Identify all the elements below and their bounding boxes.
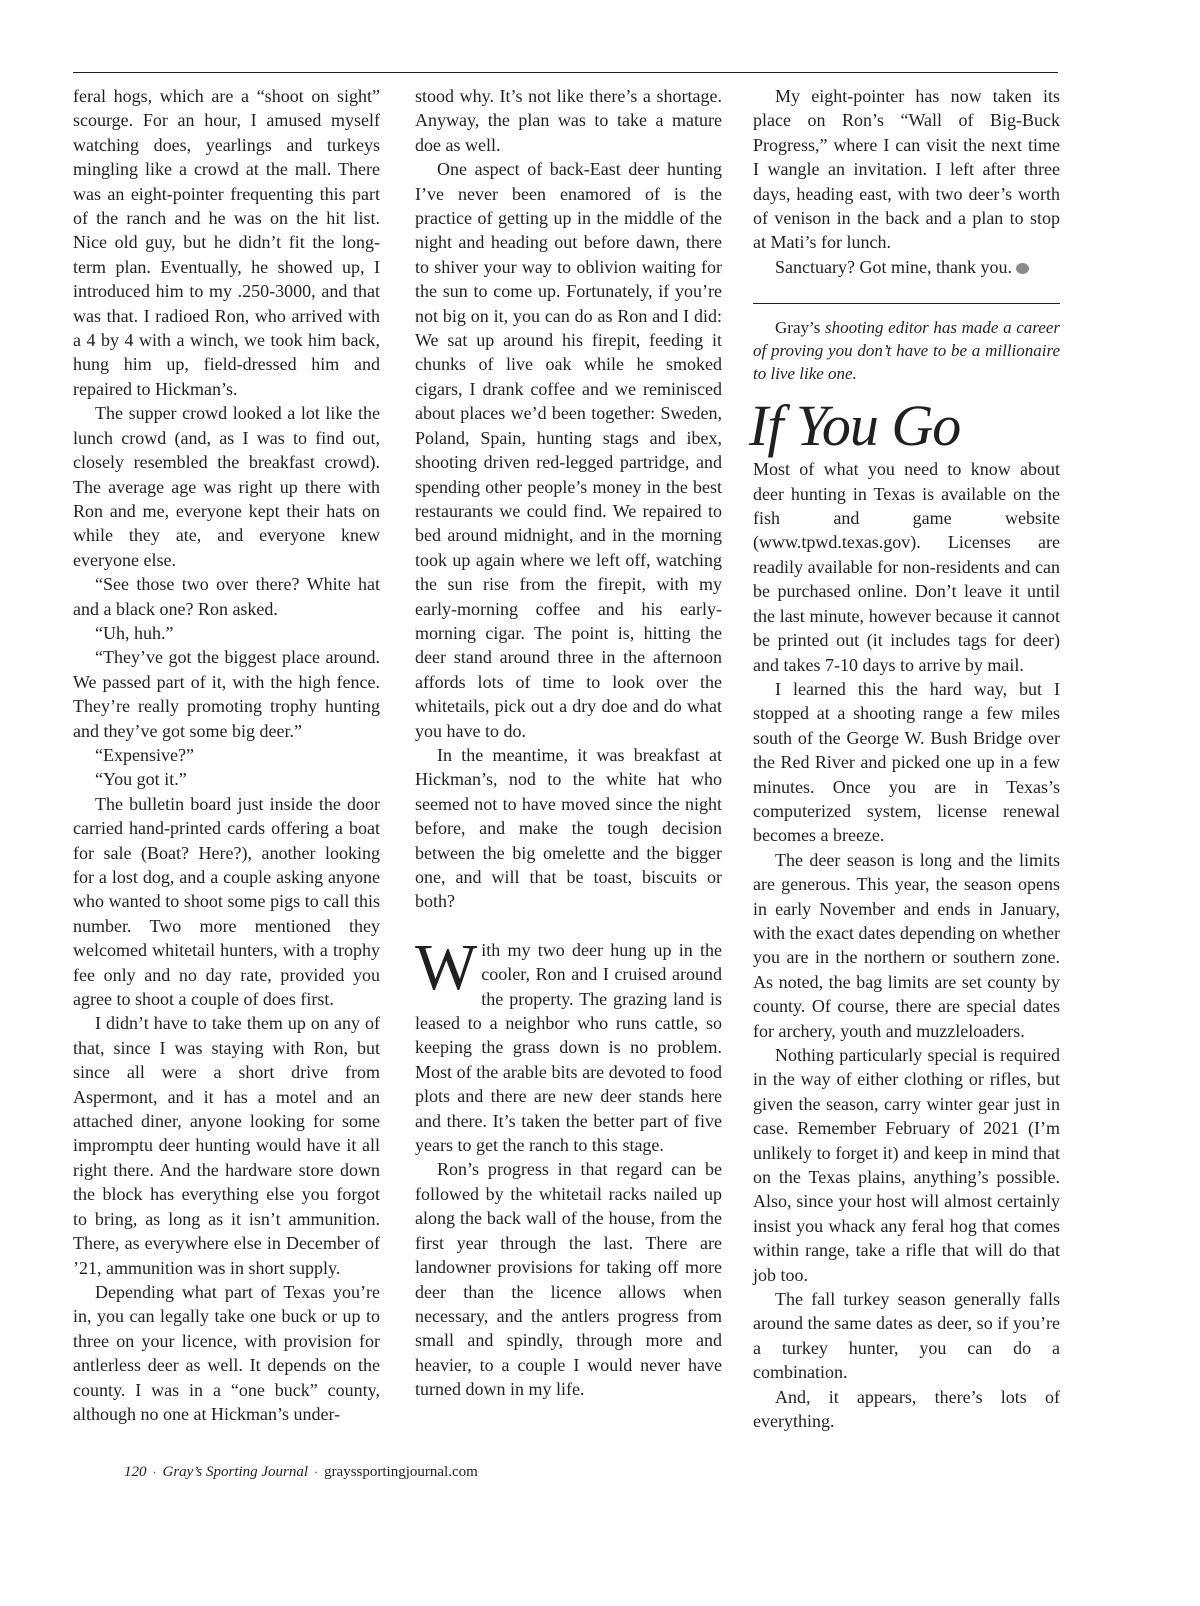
sidebar-paragraph: The deer season is long and the limits are generous. This year, the season opens in early November and ends in January, with the exact dates depending on whether you are in the northern or southern zone. As noted, the bag limits are set county by county. Of course, there are special dates for archery, youth and muzzleloaders. (753, 849, 1060, 1041)
page-footer (124, 1464, 478, 1481)
author-bio-lead: Gray’s (775, 318, 821, 338)
article-paragraph: stood why. It’s not like there’s a shortage. Anyway, the plan was to take a mature doe as well. (415, 86, 722, 155)
article-paragraph: “Uh, huh.” (95, 622, 174, 643)
bio-divider (753, 303, 1060, 304)
closing-paragraph (753, 255, 1060, 279)
article-paragraph: One aspect of back-East deer hunting I’ve never been enamored of is the practice of getting up in the middle of the night and heading out before dawn, there to shiver your way to oblivion waiting for the sun to come up. Fortunately, if you’re not big on it, you can do as Ron and I did: We sat up around his firepit, feeding it chunks of live oak while he smoked cigars, I drank coffee and we reminisced about places we’d been together: Sweden, Poland, Spain, hunting stags and ibex, shooting driven red-legged partridge, and spending other people’s money in the best restaurants we could find. We repaired to bed around midnight, and in the morning took up again where we left off, watching the sun rise from the firepit, with my early-morning coffee and his early-morning cigar. The point is, hitting the deer stand around three in the afternoon affords lots of time to look over the whitetails, pick out a dry doe and do what you have to do. (415, 159, 722, 741)
closing-line: Sanctuary? Got mine, thank you. (775, 256, 1012, 277)
article-paragraph: “They’ve got the biggest place around. We passed part of it, with the high fence. They’re really promoting trophy hunting and they’ve got some big deer.” (73, 647, 380, 741)
sidebar-paragraph: Nothing particularly special is required in the way of either clothing or rifles, but given the season, carry winter gear just in case. Remember February of 2021 (I’m unlikely to forget it) and keep in mind that on the Texas plains, anything’s possible. Also, since your host will almost certainly insist you whack any feral hog that comes within range, take a rifle that will do that job too. (753, 1045, 1060, 1285)
article-paragraph: “You got it.” (95, 769, 187, 790)
sidebar-title: If You Go (749, 393, 961, 459)
top-rule (73, 72, 1058, 73)
footer-separator: · (314, 1465, 319, 1479)
article-paragraph: My eight-pointer has now taken its place on Ron’s “Wall of Big-Buck Progress,” where I can visit the next time I wangle an invitation. I left after three days, heading east, with two deer’s worth of venison in the back and a plan to stop at Mati’s for lunch. (753, 86, 1060, 253)
author-bio-text: shooting editor has made a career of proving you don’t have to be a millionaire to live like one. (753, 318, 1060, 384)
end-of-article-dot-icon (1016, 263, 1029, 274)
article-paragraph: “See those two over there? White hat and a black one? Ron asked. (73, 574, 380, 619)
footer-separator: · (152, 1465, 157, 1479)
article-column-2 (415, 84, 722, 1402)
sidebar-paragraph: Most of what you need to know about deer hunting in Texas is available on the fish and game website (www.tpwd.texas.gov). Licenses are readily available for non-residents and can be purchased online. Don’t leave it until the last minute, however because it cannot be printed out (it includes tags for deer) and takes 7-10 days to arrive by mail. (753, 459, 1060, 675)
article-paragraph: The supper crowd looked a lot like the lunch crowd (and, as I was to find out, closely resembled the breakfast crowd). The average age was right up there with Ron and me, everyone kept their hats on while they ate, and everyone knew everyone else. (73, 403, 380, 570)
article-column-1 (73, 84, 380, 1426)
sidebar-paragraph: The fall turkey season generally falls around the same dates as deer, so if you’re a turkey hunter, you can do a combination. (753, 1289, 1060, 1383)
article-paragraph: I didn’t have to take them up on any of that, since I was staying with Ron, but since all were a short drive from Aspermont, and it has a motel and an attached diner, anyone looking for some impromptu deer hunting would have it all right there. And the hardware store down the block has everything else you forgot to bring, as long as it isn’t ammunition. There, as everywhere else in December of ’21, ammunition was in short supply. (73, 1013, 380, 1278)
article-column-3 (749, 84, 1060, 1434)
article-paragraph: Depending what part of Texas you’re in, you can legally take one buck or up to three on your licence, with provision for antlerless deer as well. It depends on the county. I was in a “one buck” county, although no one at Hickman’s under- (73, 1281, 380, 1424)
article-paragraph: “Expensive?” (95, 744, 194, 765)
article-paragraph: The bulletin board just inside the door carried hand-printed cards offering a boat for sale (Boat? Here?), another looking for a lost dog, and a couple asking anyone who wanted to shoot some pigs to call this number. Two more mentioned they welcomed whitetail hunters, with a trophy fee only and no day rate, provided you agree to shoot a couple of does first. (73, 793, 380, 1010)
article-paragraph: In the meantime, it was breakfast at Hickman’s, nod to the white hat who seemed not to have moved since the night before, and make the tough decision between the big omelette and the bigger one, and will that be toast, biscuits or both? (415, 744, 722, 912)
dropcap-paragraph-text: ith my two deer hung up in the cooler, Ron and I cruised around the property. The grazing land is leased to a neighbor who runs cattle, so keeping the grass down is no problem. Most of the arable bits are devoted to food plots and there are new deer stands here and there. It’s taken the better part of five years to get the ranch to this stage. (415, 939, 722, 1156)
page-number: 120 (124, 1464, 147, 1480)
author-bio (753, 316, 1060, 385)
website-url: grayssportingjournal.com (324, 1464, 478, 1480)
sidebar-paragraph: I learned this the hard way, but I stopped at a shooting range a few miles south of the George W. Bush Bridge over the Red River and picked one up in a few minutes. Once you are in Texas’s computerized system, license renewal becomes a breeze. (753, 678, 1060, 846)
article-paragraph: feral hogs, which are a “shoot on sight” scourge. For an hour, I amused myself watching does, yearlings and turkeys mingling like a crowd at the mall. There was an eight-pointer frequenting this part of the ranch and he was on the hit list. Nice old guy, but he didn’t fit the long-term plan. Eventually, he showed up, I introduced him to my .250-3000, and that was that. I radioed Ron, who arrived with a 4 by 4 with a winch, we took him back, hung him up, field-dressed him and repaired to Hickman’s. (73, 86, 380, 399)
dropcap-paragraph (415, 930, 722, 1158)
magazine-name: Gray’s Sporting Journal (162, 1464, 309, 1480)
sidebar-paragraph: And, it appears, there’s lots of everything. (753, 1386, 1060, 1432)
drop-cap: W (415, 930, 478, 1004)
article-paragraph: Ron’s progress in that regard can be followed by the whitetail racks nailed up along the back wall of the house, from the first year through the last. There are landowner provisions for taking off more deer than the licence allows when necessary, and the antlers progress from small and spindly, through more and heavier, to a couple I would never have turned down in my life. (415, 1159, 722, 1400)
